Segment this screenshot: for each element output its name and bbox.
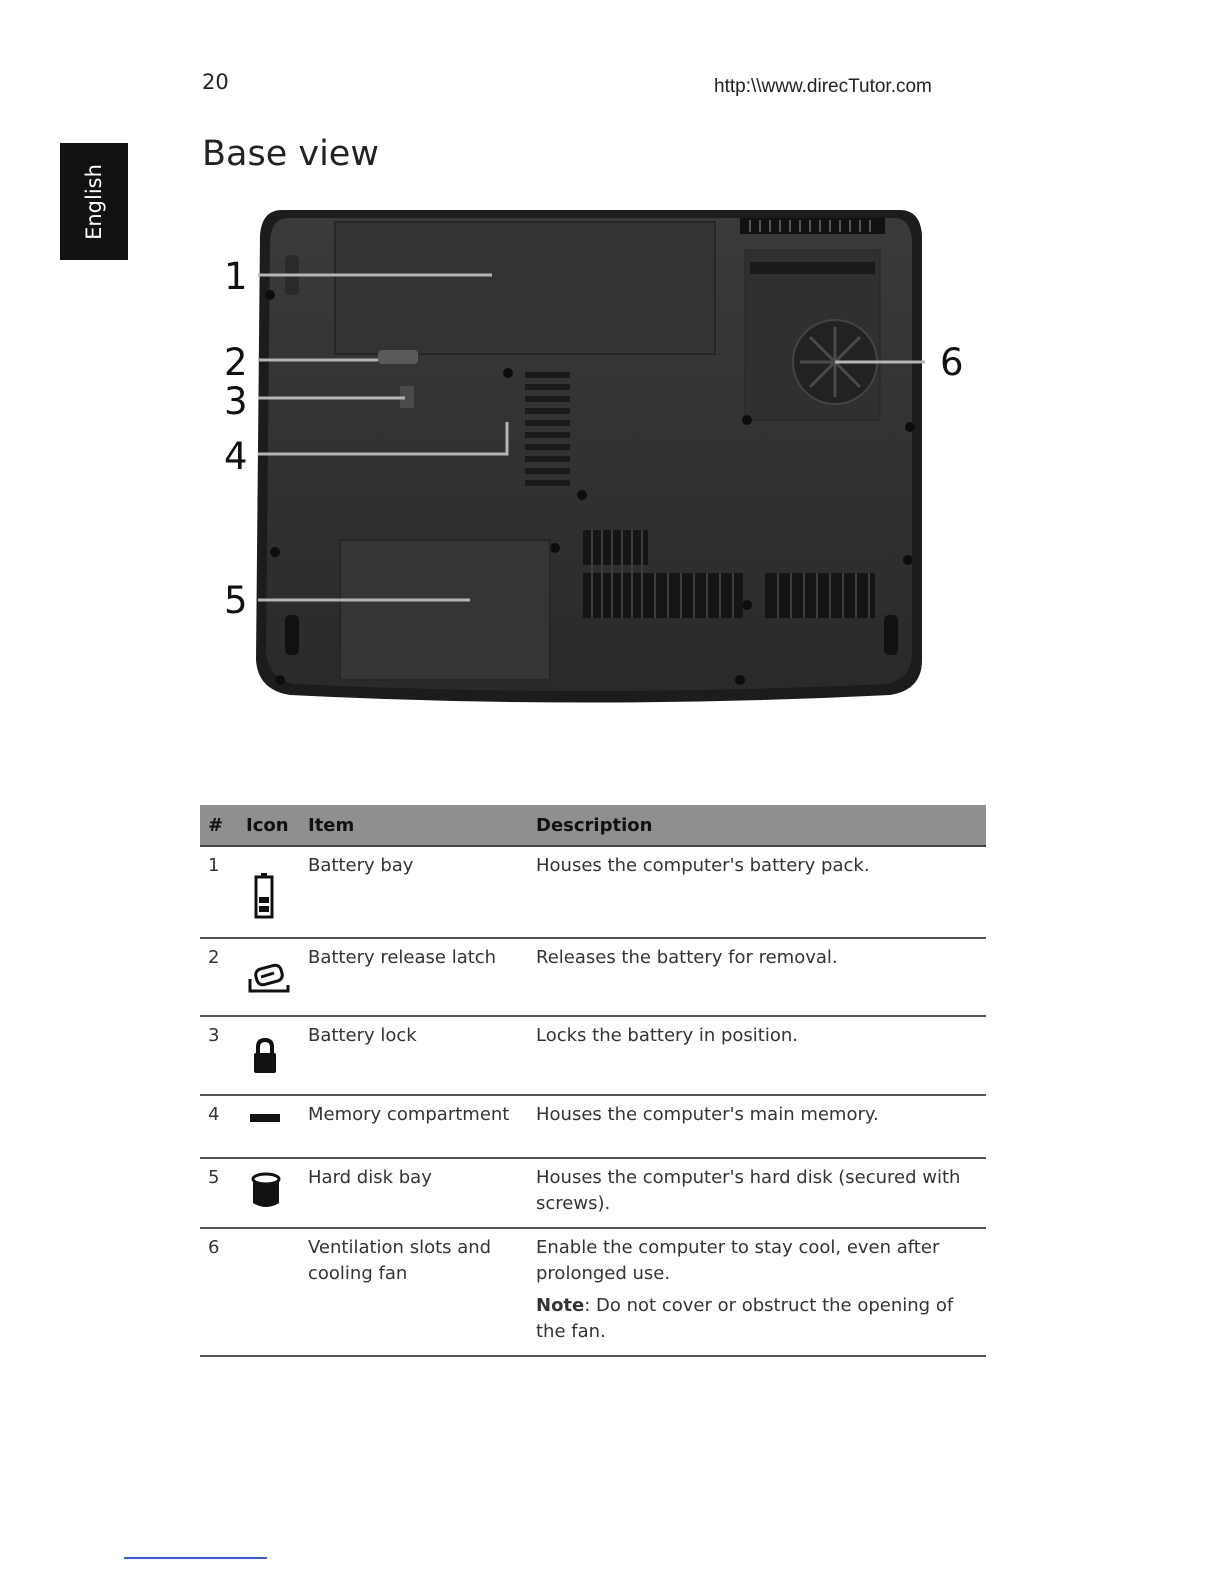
callout-6: 6 [940,341,964,384]
table-header-row [200,805,986,846]
row-description: Locks the battery in position. [532,1016,986,1095]
table-row [200,846,986,938]
header-item: Item [304,805,532,846]
language-tab-label: English [82,163,106,240]
battery-latch [378,350,418,364]
row-item: Battery lock [304,1016,532,1095]
row-icon-cell-empty [242,1228,304,1356]
callout-3: 3 [224,380,248,423]
callout-4: 4 [224,435,248,478]
row-num: 2 [200,938,242,1016]
table-row [200,1016,986,1095]
callout-5: 5 [224,579,248,622]
callout-2: 2 [224,341,248,384]
table-row [200,1095,986,1158]
row-item: Battery release latch [304,938,532,1016]
row-item: Memory compartment [304,1095,532,1158]
base-view-table [200,805,986,1357]
table-row [200,938,986,1016]
row-description: Releases the battery for removal. [532,938,986,1016]
battery-icon [252,871,278,921]
hard-disk-bay-panel [340,540,550,680]
battery-release-latch-icon [246,961,292,997]
row-num: 6 [200,1228,242,1356]
hard-disk-icon [250,1171,282,1211]
row-item: Battery bay [304,846,532,938]
laptop-base-image [200,190,980,720]
language-tab [60,143,128,260]
laptop-base-figure [200,190,980,720]
header-url[interactable]: http:\\www.direcTutor.com [714,76,932,97]
row-icon-cell [242,1016,304,1095]
header-num: # [200,805,242,846]
row-description: Houses the computer's main memory. [532,1095,986,1158]
note-label: Note [536,1295,585,1316]
row-icon-cell [242,846,304,938]
row-description: Houses the computer's battery pack. [532,846,986,938]
row-description-cell [532,1228,986,1356]
footer-link-underline [124,1557,267,1559]
row-item: Hard disk bay [304,1158,532,1228]
note [536,1293,982,1345]
header-description: Description [532,805,986,846]
row-item: Ventilation slots and cooling fan [304,1228,532,1356]
callout-1: 1 [224,255,248,298]
lock-icon [250,1037,280,1077]
section-title: Base view [202,134,379,174]
battery-bay-panel [335,222,715,354]
table-row [200,1158,986,1228]
row-description: Houses the computer's hard disk (secured with screws). [532,1158,986,1228]
row-description: Enable the computer to stay cool, even after prolonged use. [536,1237,940,1284]
row-icon-cell [242,1158,304,1228]
note-text: : Do not cover or obstruct the opening of the fan. [536,1295,954,1342]
table-row [200,1228,986,1356]
memory-icon [248,1108,282,1128]
page-number: 20 [202,70,229,94]
row-num: 5 [200,1158,242,1228]
row-num: 1 [200,846,242,938]
row-icon-cell [242,1095,304,1158]
row-num: 4 [200,1095,242,1158]
row-num: 3 [200,1016,242,1095]
header-icon: Icon [242,805,304,846]
row-icon-cell [242,938,304,1016]
